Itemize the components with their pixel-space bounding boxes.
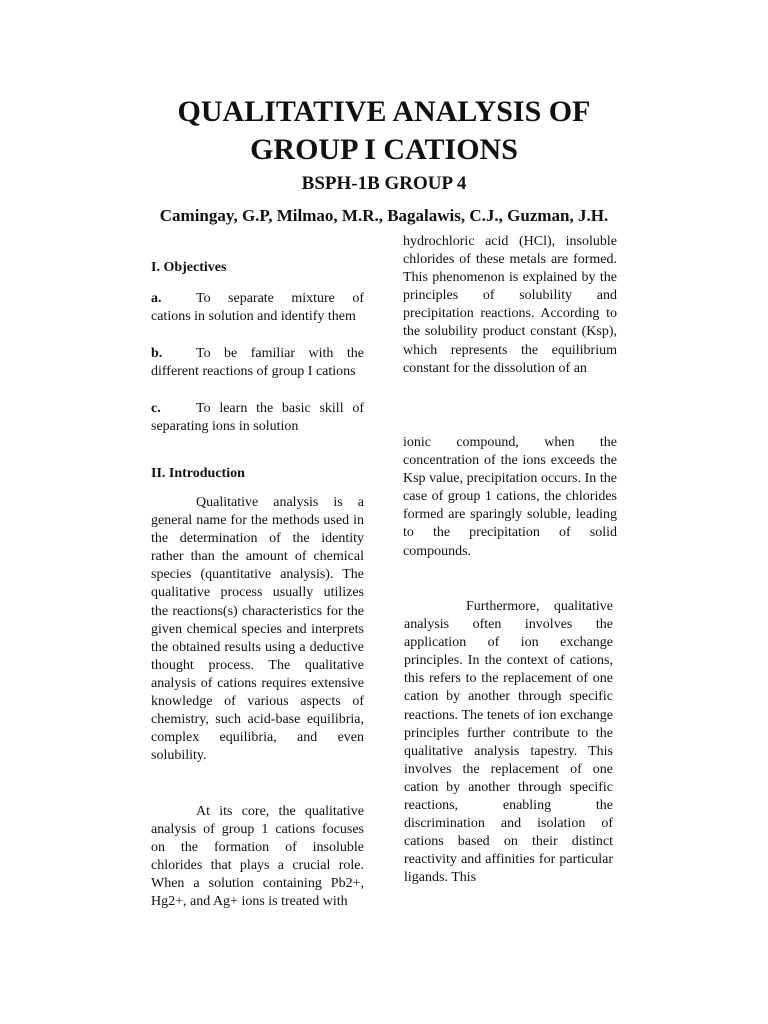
objective-text: To learn the basic skill of separating ions in solution	[151, 401, 364, 435]
objective-item-b	[151, 345, 364, 381]
objective-text: To separate mixture of cations in solution and identify them	[151, 291, 364, 325]
intro-paragraph-2-continued: hydrochloric acid (HCl), insoluble chlorides of these metals are formed. This phenomenon is explained by the principles of solubility and precipitation reactions. According to the solubility product constant (Ksp), which represents the equilibrium constant for the dissolution of an	[403, 234, 617, 376]
objective-item-a	[151, 290, 364, 326]
objective-marker: a.	[151, 291, 162, 306]
paper-title	[0, 93, 768, 169]
intro-paragraph-3: ionic compound, when the concentration of the ions exceeds the Ksp value, precipitation occurs. In the case of group 1 cations, the chlorides formed are sparingly soluble, leading to the precipitation of solid compounds.	[403, 435, 617, 559]
objectives-heading: I. Objectives	[151, 260, 227, 275]
objective-text: To be familiar with the different reactions of group I cations	[151, 346, 364, 380]
objective-item-c	[151, 400, 364, 436]
title-line-1: QUALITATIVE ANALYSIS OF	[177, 95, 591, 128]
paper-subtitle: BSPH-1B GROUP 4	[301, 173, 467, 194]
intro-paragraph-4: Furthermore, qualitative analysis often involves the application of ion exchange principles. In the context of cations, this refers to the replacement of one cation by another through specific reactions. The tenets of ion exchange principles further contribute to the qualitative analysis tapestry. This involves the replacement of one cation by another through specific reactions, enabling the discrimination and isolation of cations based on their distinct reactivity and affinities for particular ligands. This	[404, 599, 613, 886]
intro-paragraph-1: Qualitative analysis is a general name for the methods used in the determination of the identity rather than the amount of chemical species (quantitative analysis). The qualitative process usually utilizes the reactions(s) characteristics for the given chemical species and interprets the obtained results using a deductive thought process. The qualitative analysis of cations requires extensive knowledge of various aspects of chemistry, such acid-base equilibria, complex equilibria, and even solubility.	[151, 495, 364, 764]
title-line-2: GROUP I CATIONS	[250, 133, 518, 166]
intro-paragraph-2: At its core, the qualitative analysis of group 1 cations focuses on the formation of insoluble chlorides that plays a crucial role. When a solution containing Pb2+, Hg2+, and Ag+ ions is treated with	[151, 804, 364, 910]
objective-marker: c.	[151, 401, 161, 416]
introduction-heading: II. Introduction	[151, 466, 245, 481]
objective-marker: b.	[151, 346, 163, 361]
paper-authors: Camingay, G.P, Milmao, M.R., Bagalawis, C.J., Guzman, J.H.	[159, 206, 609, 225]
